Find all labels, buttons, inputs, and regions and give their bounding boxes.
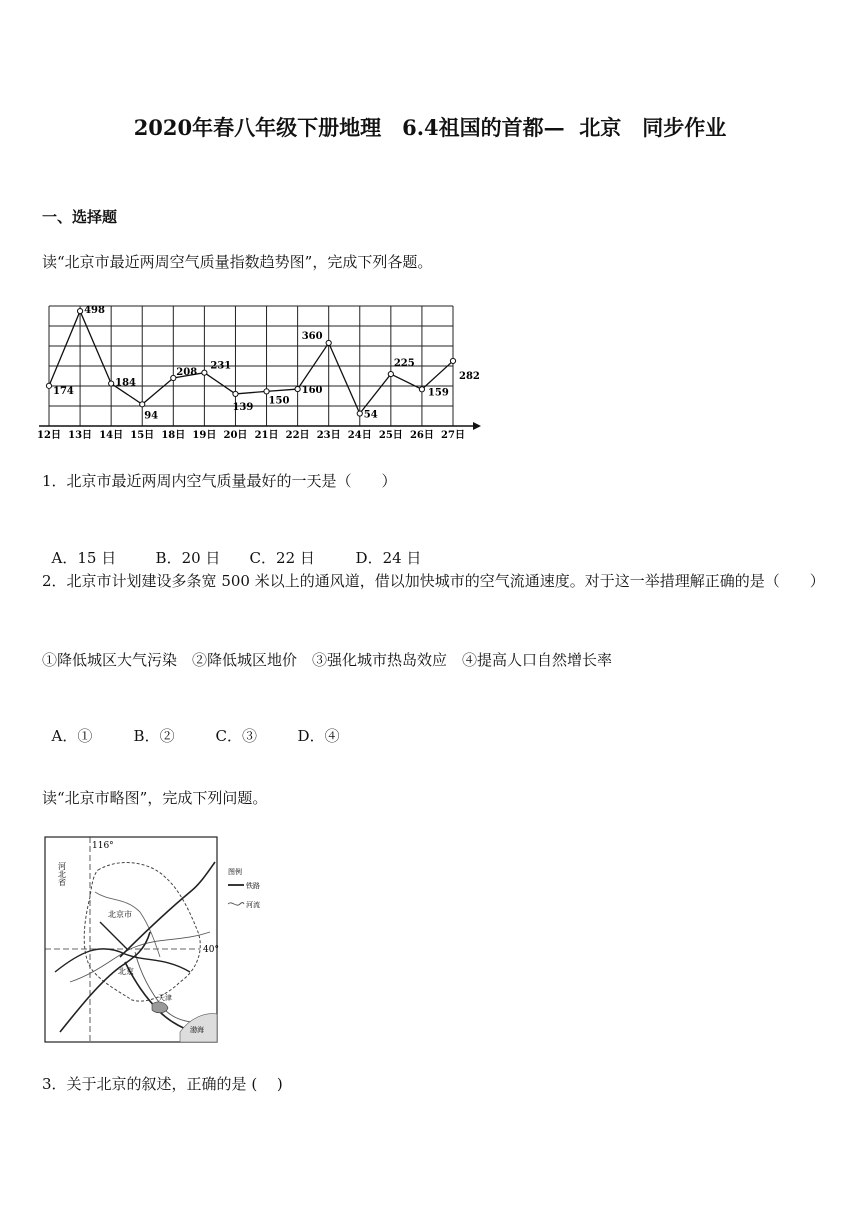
x-tick-label: 14日 <box>99 430 124 441</box>
data-point <box>109 381 114 386</box>
q2-statements: ①降低城区大气污染 ②降低城区地价 ③强化城市热岛效应 ④提高人口自然增长率 <box>42 651 613 669</box>
q2-option-b[interactable]: B．② <box>133 727 175 745</box>
x-tick-label: 27日 <box>441 430 465 441</box>
x-tick-label: 13日 <box>68 430 93 441</box>
q2-option-c[interactable]: C．③ <box>215 727 258 745</box>
x-tick-label: 20日 <box>223 430 248 441</box>
q1-option-b[interactable]: B．20 日 <box>155 549 221 567</box>
lat-label: 40° <box>203 945 219 955</box>
x-axis <box>39 422 481 430</box>
tianjin-label: 天津 <box>158 994 172 1002</box>
q2-stem: 2．北京市计划建设多条宽 500 米以上的通风道，借以加快城市的空气流通速度。对于这一举措理解正确的是（ ） <box>42 572 825 590</box>
data-point <box>264 389 269 394</box>
data-label: 360 <box>301 330 323 342</box>
q1-stem: 1．北京市最近两周内空气质量最好的一天是（ ） <box>42 472 397 490</box>
data-point <box>46 383 51 388</box>
x-tick-label: 26日 <box>409 430 434 441</box>
data-point <box>419 387 424 392</box>
q2-option-d[interactable]: D．④ <box>297 727 340 745</box>
data-point <box>450 358 455 363</box>
intro-map: 读“北京市略图”，完成下列问题。 <box>42 789 268 807</box>
q3-stem: 3．关于北京的叙述，正确的是 ( ) <box>42 1075 283 1093</box>
data-label: 208 <box>176 367 198 378</box>
capital-label: 北京 <box>118 967 134 976</box>
data-point <box>295 386 300 391</box>
data-point <box>202 370 207 375</box>
x-tick-label: 24日 <box>347 430 372 441</box>
lon-label: 116° <box>92 841 114 851</box>
city-label: 北京市 <box>108 910 132 919</box>
x-tick-label: 15日 <box>130 430 155 441</box>
data-point <box>140 402 145 407</box>
data-label: 54 <box>363 409 378 421</box>
x-tick-label: 22日 <box>285 430 310 441</box>
data-point <box>171 375 176 380</box>
sea-label: 渤海 <box>190 1026 204 1034</box>
x-tick-label: 18日 <box>161 430 186 441</box>
data-label: 174 <box>53 385 74 397</box>
data-point <box>233 391 238 396</box>
legend-rail-label: 铁路 <box>246 882 260 890</box>
x-axis-arrow <box>473 422 481 430</box>
data-point <box>357 411 362 416</box>
x-tick-label: 23日 <box>316 430 341 441</box>
x-tick-label: 12日 <box>37 430 61 441</box>
q1-option-a[interactable]: A．15 日 <box>51 549 117 567</box>
data-label: 159 <box>427 387 449 399</box>
data-label: 282 <box>459 370 480 382</box>
legend-title: 图例 <box>228 868 242 876</box>
data-label: 225 <box>393 358 415 370</box>
province-label: 河北省 <box>57 862 67 886</box>
x-tick-labels <box>37 429 465 441</box>
data-label: 231 <box>210 360 232 372</box>
x-tick-label: 19日 <box>192 430 217 441</box>
map-frame <box>45 837 217 1042</box>
data-point <box>326 340 331 345</box>
legend-river-symbol <box>228 903 244 906</box>
legend-river-label: 河流 <box>246 901 260 909</box>
data-point <box>77 308 82 313</box>
beijing-sketch-map <box>40 832 280 1046</box>
q1-option-c[interactable]: C．22 日 <box>249 549 315 567</box>
x-tick-label: 25日 <box>378 430 403 441</box>
data-label: 184 <box>115 377 137 389</box>
data-label: 139 <box>232 401 254 413</box>
q1-option-d[interactable]: D．24 日 <box>355 549 422 567</box>
q1-options <box>42 516 421 572</box>
page-title: 2020年春八年级下册地理 6.4祖国的首都— 北京 同步作业 <box>133 115 727 140</box>
q2-options <box>42 694 340 750</box>
data-label: 160 <box>301 385 323 397</box>
data-label: 498 <box>84 305 105 317</box>
aqi-trend-chart <box>36 300 486 442</box>
data-label: 94 <box>144 410 159 422</box>
q2-option-a[interactable]: A．① <box>51 727 93 745</box>
data-point <box>388 371 393 376</box>
section-heading: 一、选择题 <box>42 208 118 226</box>
intro-chart: 读“北京市最近两周空气质量指数趋势图”，完成下列各题。 <box>42 253 433 271</box>
data-label: 150 <box>268 395 290 407</box>
x-tick-label: 21日 <box>254 430 279 441</box>
